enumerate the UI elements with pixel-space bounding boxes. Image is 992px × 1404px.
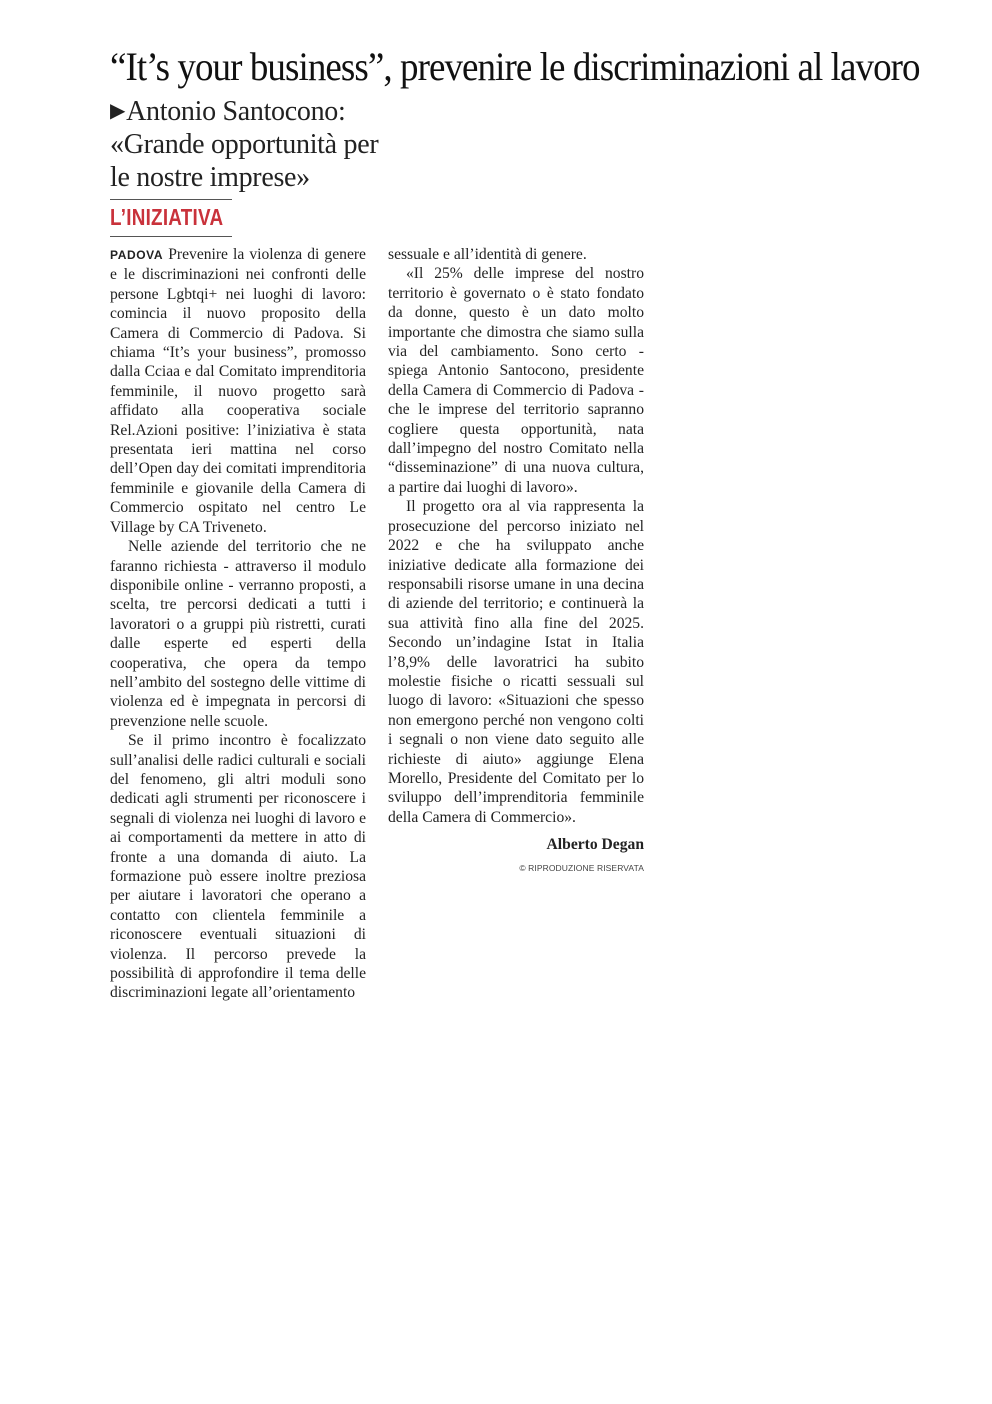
article-column-1 — [110, 245, 366, 1003]
article-column-2 — [388, 245, 644, 879]
subtitle-text: Antonio Santocono: «Grande opportunità per le nostre imprese» — [110, 96, 379, 193]
paragraph-1-text: Prevenire la violenza di genere e le discriminazioni nei confronti delle persone Lgbtqi+ nei luoghi di lavoro: comincia il nuovo proposito della Camera di Commercio di Padova. Si chiama “It’s your business”, promosso dalla Cciaa e dal Comitato imprenditoria femminile, il nuovo progetto sarà affidato alla cooperativa sociale Rel.Azioni positive: l’iniziativa è stata presentata ieri mattina nel corso dell’Open day dei comitati imprenditoria femminile e giovanile della Camera di Commercio ospitato nel centro Le Village by CA Triveneto. — [110, 246, 366, 536]
kicker-rule-bottom — [110, 236, 232, 237]
paragraph-quote: «Il 25% delle imprese del nostro territorio è governato o è stato fondato da donne, questo è un dato molto importante che dimostra che siamo sulla via del cambiamento. Sono certo - spiega Antonio Santocono, presidente della Camera di Commercio di Padova - che le imprese del territorio sapranno cogliere questa opportunità, nata dall’impegno del nostro Comitato nella “disseminazione” di una nuova cultura, a partire dai luoghi di lavoro». — [388, 265, 644, 496]
paragraph-continued: sessuale e all’identità di genere. — [388, 246, 587, 263]
subtitle — [110, 95, 390, 194]
paragraph-1 — [110, 245, 366, 537]
triangle-bullet-icon: ▶ — [110, 100, 126, 122]
paragraph-final: Il progetto ora al via rappresenta la prosecuzione del percorso iniziato nel 2022 e che ha sviluppato anche iniziative dedicate alla formazione dei responsabili risorse umane in una decina di aziende del territorio; e continuerà la sua attività fino alla fine del 2025. Secondo un’indagine Istat in Italia l’8,9% delle lavoratrici ha subito molestie fisiche o ricatti sessuali sul luogo di lavoro: «Situazioni che spesso non emergono perché non vengono colti i segnali o non viene dato seguito alle richieste di aiuto» aggiunge Elena Morello, Presidente del Comitato per lo sviluppo dell’imprenditoria femminile della Camera di Commercio». — [388, 498, 644, 826]
dateline: PADOVA — [110, 248, 164, 262]
author-byline: Alberto Degan — [546, 836, 644, 854]
section-kicker: L’INIZIATIVA — [110, 204, 224, 230]
copyright-notice: © RIPRODUZIONE RISERVATA — [519, 863, 644, 874]
headline: “It’s your business”, prevenire le discriminazioni al lavoro — [110, 44, 920, 89]
paragraph-2: Nelle aziende del territorio che ne faranno richiesta - attraverso il modulo disponibile online - verranno proposti, a scelta, tre percorsi dedicati a tutti i lavoratori o a gruppi più ristretti, curati dalle esperte ed esperti della cooperativa, che opera da tempo nell’ambito del sostegno delle vittime di violenza ed è impegnata in percorsi di prevenzione nelle scuole. — [110, 538, 366, 730]
kicker-rule-top — [110, 199, 232, 200]
paragraph-3: Se il primo incontro è focalizzato sull’analisi delle radici culturali e sociali del fenomeno, gli altri moduli sono dedicati agli strumenti per riconoscere i segnali di violenza nei luoghi di lavoro e ai comportamenti da mettere in atto di fronte a una domanda di aiuto. La formazione può essere inoltre preziosa per aiutare i lavoratori che operano a contatto con clientela femminile a riconoscere eventuali situazioni di violenza. Il percorso prevede la possibilità di approfondire il tema delle discriminazioni legate all’orientamento — [110, 732, 366, 1002]
